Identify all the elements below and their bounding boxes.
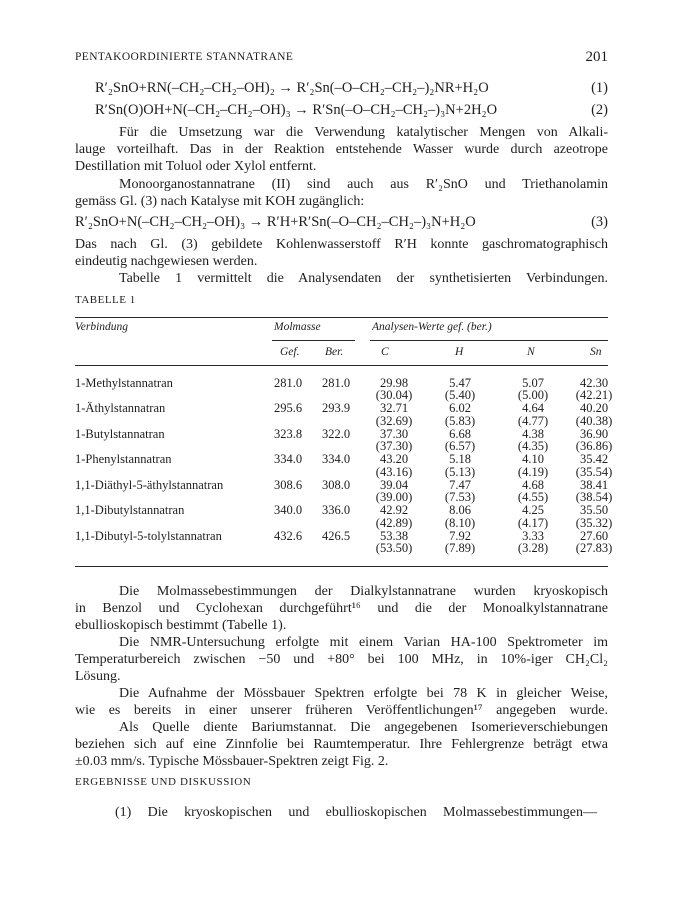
analysis-table [75,317,608,569]
c-calculated-value: ( 39.00 ) [369,491,419,504]
compound-name: 1-Phenylstannatran [75,452,172,466]
header-hydrogen: H [455,346,464,358]
header-rule-analysis [370,340,608,341]
text-line: Monoorganostannatrane (II) sind auch aus R′₂SnO und Triethanolamin [119,176,608,192]
running-head-title: PENTAKOORDINIERTE STANNATRANE [75,51,294,63]
molar-mass-found: 295.6 [273,401,303,415]
n-calculated-value: ( 5.00 ) [508,389,558,402]
molar-mass-calculated: 322.0 [321,426,351,441]
n-calculated-value: ( 4.19 ) [508,466,558,479]
h-calculated-value: ( 7.89 ) [435,542,485,555]
equation-formula: R′₂SnO+RN(–CH₂–CH₂–OH)₂ → R′₂Sn(–O–CH₂–CH₂–)₂NR+H₂O [95,80,489,96]
table-row [75,504,608,530]
text-line: gemäss Gl. (3) nach Katalyse mit KOH zugänglich: [75,193,365,209]
compound-name: 1,1-Dibutylstannatran [75,503,185,517]
header-nitrogen: N [527,346,535,358]
paragraph [75,719,608,770]
molar-mass-calculated: 334.0 [321,452,351,466]
text-line: Temperaturbereich zwischen −50 und +80° bei 100 MHz, in 10%-iger CH₂Cl₂ [75,652,608,667]
n-calculated-value: ( 4.35 ) [508,440,558,453]
text-line: in Benzol und Cyclohexan durchgeführt¹⁶ und die der Monoalkylstannatrane [75,601,608,616]
text-line: wie es bereits in einer unserer früheren Veröffentlichungen¹⁷ angegeben wurde. [75,703,608,718]
equation-formula: R′Sn(O)OH+N(–CH₂–CH₂–OH)₃ → R′Sn(–O–CH₂–CH₂–)₃N+2H₂O [95,102,498,118]
c-calculated-value: ( 37.30 ) [369,440,419,453]
text-line: Die Aufnahme der Mössbauer Spektren erfolgte bei 78 K in gleicher Weise, [119,686,608,701]
text-line: Als Quelle diente Bariumstannat. Die angegebenen Isomerieverschiebungen [119,720,608,735]
text-line: Tabelle 1 vermittelt die Analysendaten der synthetisierten Verbindungen. [119,271,608,287]
compound-name: 1,1-Dibutyl-5-tolylstannatran [75,528,222,543]
paragraph [75,583,608,634]
table-row [75,402,608,428]
compound-name: 1,1-Diäthyl-5-äthylstannatran [75,477,224,492]
h-found-value: 7.47 [449,477,471,492]
molar-mass-found: 340.0 [273,503,303,517]
header-carbon: C [381,346,389,358]
h-calculated-value: ( 7.53 ) [435,491,485,504]
table-top-rule [75,317,608,318]
c-calculated-value: ( 43.16 ) [369,466,419,479]
header-molar-mass: Molmasse [274,321,321,333]
header-rule-molar-mass [272,340,355,341]
table-bottom-rule [75,566,608,567]
sn-calculated-value: ( 35.32 ) [569,517,619,530]
equation-3 [75,212,608,232]
h-found-value: 8.06 [449,503,471,517]
compound-name: 1-Äthylstannatran [75,401,166,415]
table-row [75,530,608,556]
text-line: Destillation mit Toluol oder Xylol entfernt. [75,159,317,175]
c-calculated-value: ( 53.50 ) [369,542,419,555]
sn-calculated-value: ( 40.38 ) [569,415,619,428]
n-calculated-value: ( 4.55 ) [508,491,558,504]
paragraph [75,124,608,176]
text-line: ±0.03 mm/s. Typische Mössbauer-Spektren zeigt Fig. 2. [75,754,389,769]
header-tin: Sn [590,346,602,358]
molar-mass-calculated: 426.5 [321,528,351,543]
h-found-value: 5.18 [449,452,471,466]
h-calculated-value: ( 6.57 ) [435,440,485,453]
header-calculated: Ber. [325,346,344,358]
molar-mass-calculated: 308.0 [321,477,351,492]
paragraph [75,685,608,719]
compound-name: 1-Butylstannatran [75,426,165,441]
molar-mass-found: 323.8 [273,426,303,441]
sn-found-value: 40.20 [579,401,609,415]
c-found-value: 32.71 [379,401,409,415]
header-found: Gef. [280,346,300,358]
sn-found-value: 36.90 [579,426,609,441]
h-calculated-value: ( 8.10 ) [435,517,485,530]
equation-label: (2) [591,102,608,118]
paragraph [75,176,608,210]
molar-mass-found: 281.0 [273,375,303,390]
text-block [75,236,608,288]
text-line: ebullioskopisch bestimmt (Tabelle 1). [75,618,287,633]
text-line: Für die Umsetzung war die Verwendung katalytischer Mengen von Alkali- [119,125,608,140]
table-caption: TABELLE 1 [75,294,136,306]
sn-found-value: 35.42 [579,452,609,466]
c-calculated-value: ( 32.69 ) [369,415,419,428]
sn-calculated-value: ( 36.86 ) [569,440,619,453]
molar-mass-calculated: 281.0 [321,375,351,390]
molar-mass-calculated: 293.9 [321,401,351,415]
c-found-value: 37.30 [379,426,409,441]
sn-calculated-value: ( 27.83 ) [569,542,619,555]
n-calculated-value: ( 4.17 ) [508,517,558,530]
text-line: Lösung. [75,669,121,684]
c-found-value: 29.98 [379,375,409,390]
n-found-value: 3.33 [522,528,544,543]
table-row [75,479,608,505]
h-found-value: 5.47 [449,375,471,390]
section-first-line [75,804,597,821]
section-heading: ERGEBNISSE UND DISKUSSION [75,776,252,788]
molar-mass-found: 334.0 [273,452,303,466]
text-line: Das nach Gl. (3) gebildete Kohlenwasserstoff R′H konnte gaschromatographisch [75,237,608,252]
sn-found-value: 38.41 [579,477,609,492]
sn-found-value: 42.30 [579,375,609,390]
molar-mass-calculated: 336.0 [321,503,351,517]
sn-calculated-value: ( 35.54 ) [569,466,619,479]
equation-label: (3) [591,214,608,230]
header-compound: Verbindung [75,321,129,333]
n-found-value: 4.38 [522,426,544,441]
text-block [75,583,608,770]
equation-formula: R′₂SnO+N(–CH₂–CH₂–OH)₃ → R′H+R′Sn(–O–CH₂–CH₂–)₃N+H₂O [75,214,476,230]
n-found-value: 4.25 [522,503,544,517]
text-line: Die NMR-Untersuchung erfolgte mit einem Varian HA-100 Spektrometer im [119,635,608,650]
paragraph [75,236,608,270]
table-row [75,428,608,454]
h-found-value: 6.68 [449,426,471,441]
equation-label: (1) [591,80,608,96]
text-block [75,124,608,210]
text-line: lauge vorteilhaft. Das in der Reaktion entstehende Wasser wurde durch azeotrope [75,142,608,158]
table-row [75,377,608,403]
c-found-value: 39.04 [379,477,409,492]
table-body [75,377,608,557]
equation-2 [75,100,608,120]
text-line: Die Molmassebestimmungen der Dialkylstannatrane wurden kryoskopisch [119,584,608,599]
c-calculated-value: ( 30.04 ) [369,389,419,402]
n-calculated-value: ( 4.77 ) [508,415,558,428]
n-found-value: 4.68 [522,477,544,492]
text-line: beziehen sich auf eine Zinnfolie bei Raumtemperatur. Ihre Fehlergrenze beträgt etwa [75,737,608,752]
sn-found-value: 27.60 [579,528,609,543]
n-found-value: 4.10 [522,452,544,466]
sn-found-value: 35.50 [579,503,609,517]
n-found-value: 5.07 [522,375,544,390]
page-number: 201 [585,49,608,65]
molar-mass-found: 308.6 [273,477,303,492]
c-found-value: 43.20 [379,452,409,466]
sn-calculated-value: ( 38.54 ) [569,491,619,504]
header-analysis: Analysen-Werte gef. (ber.) [372,321,492,333]
c-found-value: 42.92 [379,503,409,517]
text-line: (1) Die kryoskopischen und ebullioskopischen Molmassebestimmungen— [115,805,597,820]
text-line: eindeutig nachgewiesen werden. [75,254,258,270]
h-calculated-value: ( 5.13 ) [435,466,485,479]
table-row [75,453,608,479]
paragraph [75,634,608,685]
n-calculated-value: ( 3.28 ) [508,542,558,555]
h-calculated-value: ( 5.83 ) [435,415,485,428]
molar-mass-found: 432.6 [273,528,303,543]
c-found-value: 53.38 [379,528,409,543]
h-found-value: 6.02 [449,401,471,415]
paragraph [75,270,608,287]
h-found-value: 7.92 [449,528,471,543]
h-calculated-value: ( 5.40 ) [435,389,485,402]
n-found-value: 4.64 [522,401,544,415]
equation-1 [75,78,608,98]
c-calculated-value: ( 42.89 ) [369,517,419,530]
header-bottom-rule [75,365,608,366]
sn-calculated-value: ( 42.21 ) [569,389,619,402]
compound-name: 1-Methylstannatran [75,375,173,390]
